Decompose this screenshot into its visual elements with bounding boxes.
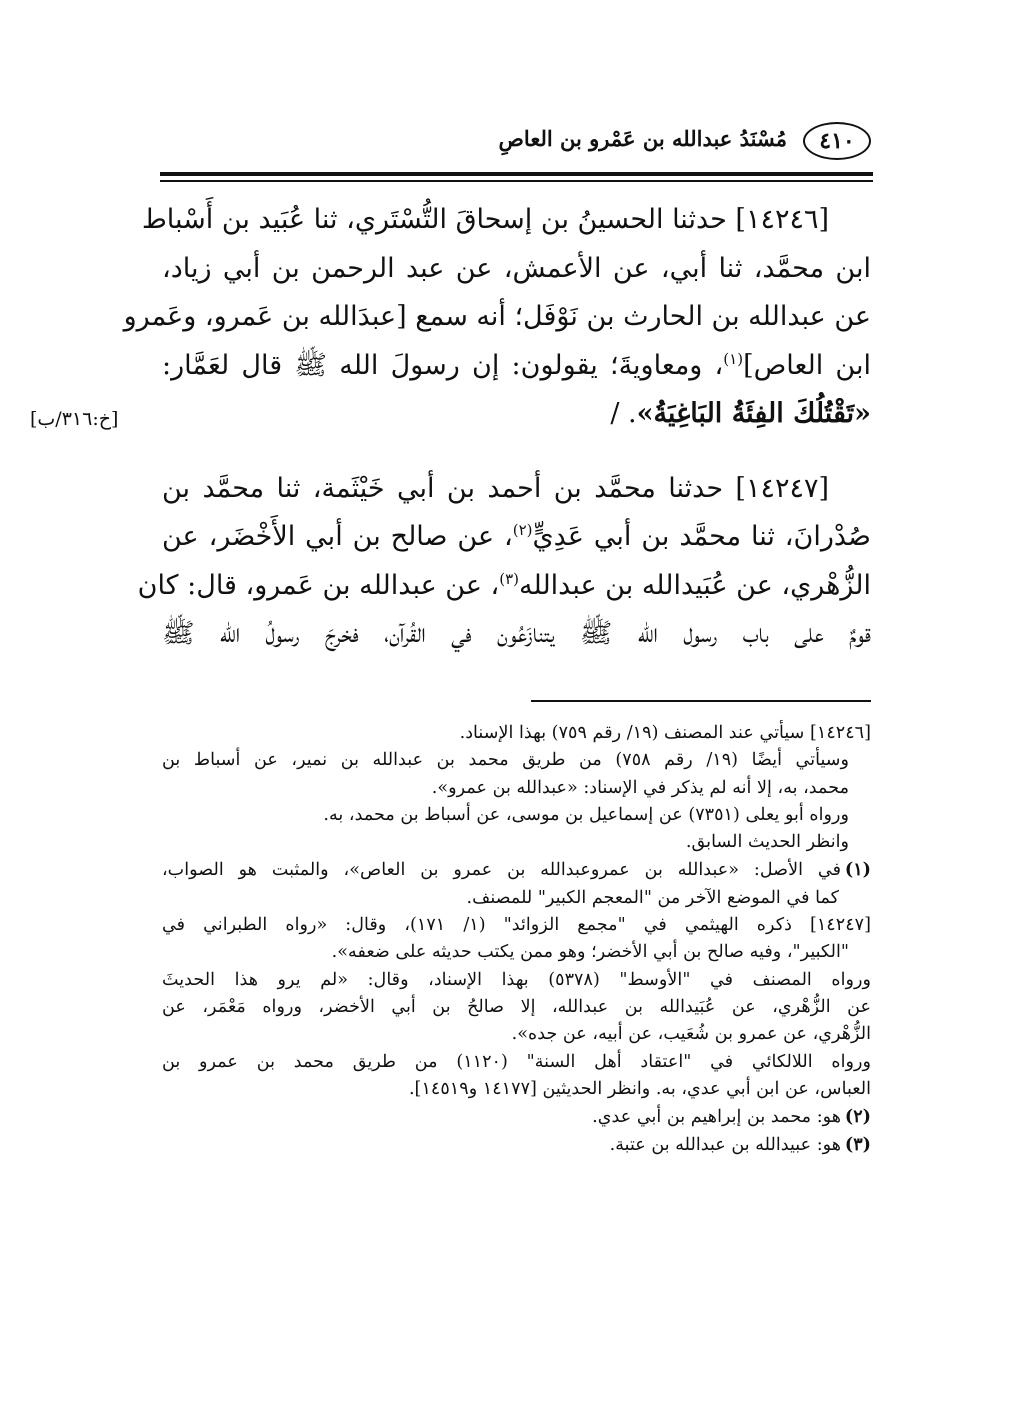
text-line: «تَقْتُلُكَ الفِئَةُ البَاغِيَةُ». / (610, 398, 871, 429)
footnote-marker[interactable]: (٣) (499, 569, 520, 588)
main-text (123, 196, 871, 659)
footnote-line: (١)في الأصل: «عبدالله بن عمروعبدالله بن عمرو بن العاص»، والمثبت هو الصواب، (162, 856, 871, 884)
header-rule-thin (160, 180, 873, 182)
footnote-3 (162, 1131, 871, 1159)
page-number: ٤١٠ (803, 122, 871, 160)
footnote-marker[interactable]: (٢) (512, 521, 533, 539)
text-line: [١٤٢٤٧] حدثنا محمَّد بن أحمد بن أبي خَيْثَمة، ثنا محمَّد بن (162, 472, 829, 504)
footnote-marker[interactable]: (١) (723, 349, 744, 368)
footnote-line: ورواه المصنف في "الأوسط" (٥٣٧٨) بهذا الإسناد، وقال: «لم يرو هذا الحديثَ (162, 969, 871, 990)
hadith-14247 (137, 465, 871, 659)
text-line: عن عبدالله بن الحارث بن نَوْفَل؛ أنه سمع [عبدَالله بن عَمرو، وعَمرو (123, 301, 871, 332)
hadith-14246 (123, 196, 871, 439)
footnote-separator (531, 700, 871, 702)
footnote-line: [١٤٢٤٦] سيأتي عند المصنف (١٩/ رقم ٧٥٩) بهذا الإسناد. (459, 723, 871, 743)
text-line: [١٤٢٤٦] حدثنا الحسينُ بن إسحاقَ التُّسْتَري، ثنا عُبَيد بن أَسْباط (141, 204, 829, 235)
footnote-14246 (162, 720, 871, 856)
footnote-line: ورواه اللالكائي في "اعتقاد أهل السنة" (١١٢٠) من طريق محمد بن عمرو بن (162, 1051, 872, 1072)
footnote-line: "الكبير"، وفيه صالح بن أبي الأخضر؛ وهو ممن يكتب حديثه على ضعفه». (331, 942, 849, 963)
footnote-14247 (162, 912, 871, 1103)
page-header (162, 114, 871, 174)
footnote-number: (١) (844, 859, 871, 881)
text-line: ابن العاص]$^{(١)}$، ومعاويةَ؛ يقولون: إن رسولَ الله ﷺ قال لعَمَّار: (162, 349, 871, 381)
footnote-line: العباس، عن ابن أبي عدي، به. وانظر الحديثين [١٤١٧٧ و١٤٥١٩]. (408, 1078, 871, 1099)
footnote-line: وانظر الحديث السابق. (685, 832, 849, 853)
text-line: ابن محمَّد، ثنا أبي، عن الأعمش، عن عبد الرحمن بن أبي زياد، (162, 252, 871, 284)
footnote-line: عن الزُّهْري، عن عُبَيدالله بن عبدالله، إلا صالحُ بن أبي الأخضر، ورواه مَعْمَر، عن (162, 996, 871, 1017)
footnote-line: ورواه أبو يعلى (٧٣٥١) عن إسماعيل بن موسى، عن أسباط بن محمد، به. (323, 804, 849, 825)
text-line: الزُّهْري، عن عُبَيدالله بن عبدالله$^{(٣)}$، عن عبدالله بن عَمرو، قال: كان (137, 569, 871, 601)
footnote-line: محمد، به، إلا أنه لم يذكر في الإسناد: «عبدالله بن عمرو». (431, 777, 849, 798)
footnote-line: الزُّهْري، عن عمرو بن شُعَيب، عن أبيه، عن جده». (511, 1024, 871, 1045)
footnote-2 (162, 1103, 871, 1131)
text-line: صُدْرانَ، ثنا محمَّد بن أبي عَدِيٍّ$^{(٢)}$، عن صالح بن أبي الأَخْضَر، عن (162, 521, 871, 552)
footnote-line: (٣)هو: عبيدالله بن عبدالله بن عتبة. (162, 1131, 871, 1159)
footnote-number: (٢) (844, 1106, 871, 1128)
footnotes (162, 720, 871, 1160)
text-line: قومٌ على باب رسول الله ﷺ يتنازَعُون في القُرآن، فخرجَ رسولُ الله ﷺ (162, 618, 871, 649)
hadith-text: «تَقْتُلُكَ الفِئَةُ البَاغِيَةُ» (636, 398, 871, 429)
footnote-line: (٢)هو: محمد بن إبراهيم بن أبي عدي. (162, 1103, 871, 1131)
header-rule-thick (160, 172, 873, 176)
running-title: مُسْنَدُ عبدالله بن عَمْرو بن العاصِ (498, 126, 787, 151)
footnote-line: كما في الموضع الآخر من "المعجم الكبير" للمصنف. (466, 887, 839, 908)
manuscript-margin-reference: [خ:٣١٦/ب] (30, 408, 119, 430)
footnote-line: [١٤٢٤٧] ذكره الهيثمي في "مجمع الزوائد" (١/ ١٧١)، وقال: «رواه الطبراني في (162, 915, 871, 936)
footnote-1 (162, 856, 871, 912)
footnote-line: وسيأتي أيضًا (١٩/ رقم ٧٥٨) من طريق محمد بن عبدالله بن نمير، عن أسباط بن (162, 750, 850, 771)
footnote-number: (٣) (844, 1134, 871, 1156)
